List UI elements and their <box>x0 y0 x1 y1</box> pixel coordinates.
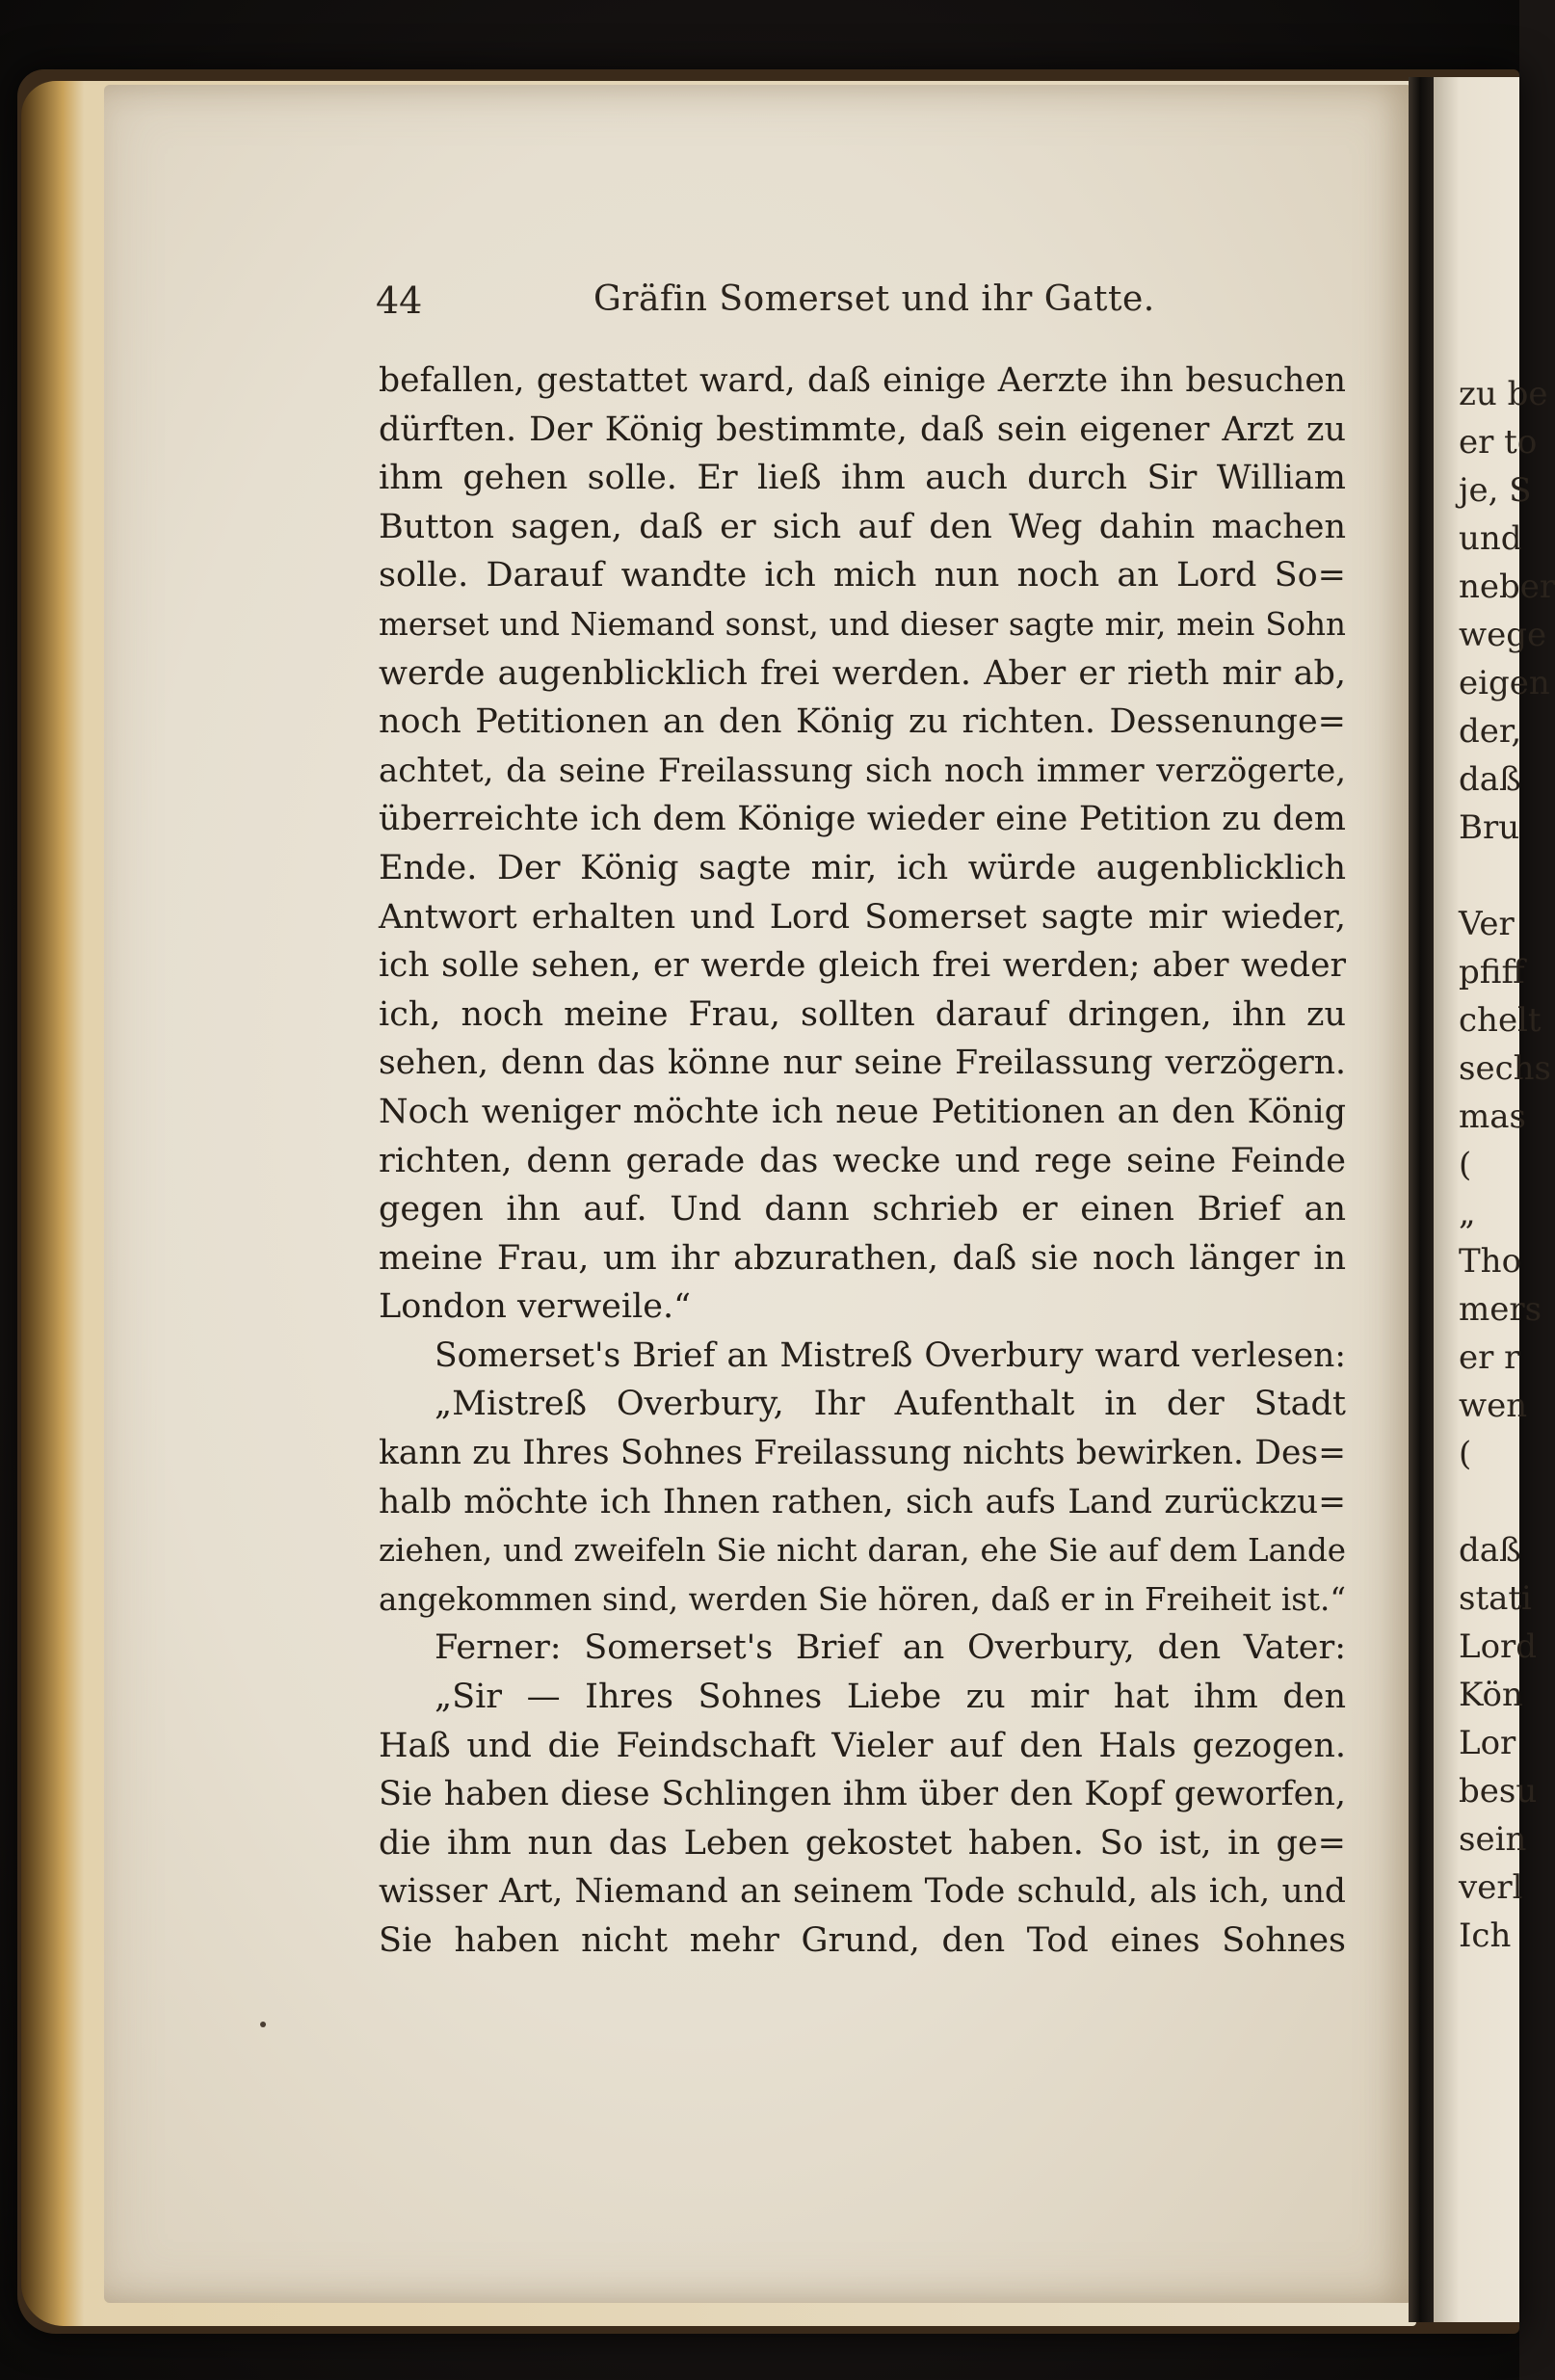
right-page-text: je, S <box>1459 471 1532 510</box>
right-page-text: sein <box>1459 1820 1527 1859</box>
running-title: Gräfin Somerset und ihr Gatte. <box>593 279 1155 319</box>
text-line: ziehen, und zweifeln Sie nicht daran, ehe Sie auf dem Lande <box>379 1532 1346 1570</box>
text-line: Antwort erhalten und Lord Somerset sagte mir wieder, <box>379 897 1346 937</box>
text-line: merset und Niemand sonst, und dieser sagte mir, mein Sohn <box>379 605 1346 643</box>
body-text <box>379 357 1346 1966</box>
right-page-text: der, <box>1459 712 1522 751</box>
text-line: ich, noch meine Frau, sollten darauf dringen, ihn zu <box>379 994 1346 1034</box>
text-line: ich solle sehen, er werde gleich frei werden; aber weder <box>379 946 1346 986</box>
right-page-text: „ <box>1459 1194 1476 1232</box>
right-page-text: er to <box>1459 423 1538 462</box>
right-page-text: mers <box>1459 1290 1542 1329</box>
text-line: „Sir — Ihres Sohnes Liebe zu mir hat ihm den <box>435 1678 1346 1717</box>
right-page-text: wege <box>1459 616 1547 654</box>
right-page-text: wen <box>1459 1387 1528 1425</box>
text-line: Button sagen, daß er sich auf den Weg dahin machen <box>379 507 1346 546</box>
text-line: richten, denn gerade das wecke und rege seine Feinde <box>379 1141 1346 1180</box>
right-page-text: stati <box>1459 1579 1532 1618</box>
right-page-text: besu <box>1459 1772 1538 1811</box>
right-page-text: pfiff <box>1459 953 1525 992</box>
text-line: meine Frau, um ihr abzurathen, daß sie noch länger in <box>379 1238 1346 1278</box>
right-page-text: daß <box>1459 760 1521 799</box>
right-page-text: sechs <box>1459 1049 1551 1088</box>
text-line: befallen, gestattet ward, daß einige Aerzte ihn besuchen <box>379 361 1346 400</box>
right-page-text: Lor <box>1459 1724 1516 1762</box>
page-header <box>376 279 1339 328</box>
right-page-text: neber <box>1459 568 1555 606</box>
right-page-text: mas <box>1459 1097 1526 1136</box>
text-line: „Mistreß Overbury, Ihr Aufenthalt in der Stadt <box>435 1385 1346 1424</box>
right-page-text: Ich <box>1459 1917 1512 1955</box>
text-line: solle. Darauf wandte ich mich nun noch an Lord So= <box>379 556 1346 595</box>
right-page-text: und <box>1459 519 1522 558</box>
page-number: 44 <box>376 279 423 322</box>
right-page-text: zu be <box>1459 375 1548 413</box>
text-line: Ferner: Somerset's Brief an Overbury, den Vater: <box>435 1628 1346 1668</box>
text-line: Sie haben diese Schlingen ihm über den Kopf geworfen, <box>379 1775 1346 1814</box>
text-line: Noch weniger möchte ich neue Petitionen an den König <box>379 1092 1346 1131</box>
right-page-text: eigen <box>1459 664 1550 702</box>
text-line: Sie haben nicht mehr Grund, den Tod eines Sohnes <box>379 1921 1346 1960</box>
right-page-text: ( <box>1459 1435 1472 1473</box>
text-line: sehen, denn das könne nur seine Freilassung verzögern. <box>379 1044 1346 1083</box>
text-line: halb möchte ich Ihnen rathen, sich aufs Land zurückzu= <box>379 1482 1346 1521</box>
text-line: die ihm nun das Leben gekostet haben. So ist, in ge= <box>379 1823 1346 1863</box>
text-line: gegen ihn auf. Und dann schrieb er einen Brief an <box>379 1190 1346 1230</box>
text-line: werde augenblicklich frei werden. Aber er rieth mir ab, <box>379 653 1346 693</box>
right-page-text: daß <box>1459 1531 1521 1570</box>
text-line: Somerset's Brief an Mistreß Overbury ward verlesen: <box>435 1335 1346 1375</box>
text-line: kann zu Ihres Sohnes Freilassung nichts bewirken. Des= <box>379 1434 1346 1473</box>
text-line: dürften. Der König bestimmte, daß sein eigener Arzt zu <box>379 410 1346 449</box>
right-page-text: chelt <box>1459 1001 1542 1040</box>
text-line: angekommen sind, werden Sie hören, daß er in Freiheit ist.“ <box>379 1580 1346 1618</box>
text-line: überreichte ich dem Könige wieder eine Petition zu dem <box>379 800 1346 839</box>
text-line: London verweile.“ <box>379 1287 692 1327</box>
right-page-text: er r <box>1459 1338 1520 1377</box>
text-line: wisser Art, Niemand an seinem Tode schuld, als ich, und <box>379 1872 1346 1912</box>
text-line: noch Petitionen an den König zu richten. Dessenunge= <box>379 702 1346 742</box>
text-line: ihm gehen solle. Er ließ ihm auch durch Sir William <box>379 459 1346 498</box>
right-page-text: ( <box>1459 1146 1472 1184</box>
right-page-text: Ver <box>1459 905 1515 943</box>
text-line: achtet, da seine Freilassung sich noch immer verzögerte, <box>379 751 1346 790</box>
paper-speck <box>260 2022 266 2027</box>
right-page-text: Lord <box>1459 1627 1538 1666</box>
right-page-text: verl <box>1459 1868 1523 1907</box>
text-line: Ende. Der König sagte mir, ich würde augenblicklich <box>379 848 1346 887</box>
right-page-fragment <box>1434 77 1555 2322</box>
right-page-text: Tho <box>1459 1242 1522 1281</box>
text-line: Haß und die Feindschaft Vieler auf den Hals gezogen. <box>379 1726 1346 1765</box>
right-page-text: Bru <box>1459 808 1520 847</box>
right-page-text: Kön <box>1459 1676 1523 1714</box>
